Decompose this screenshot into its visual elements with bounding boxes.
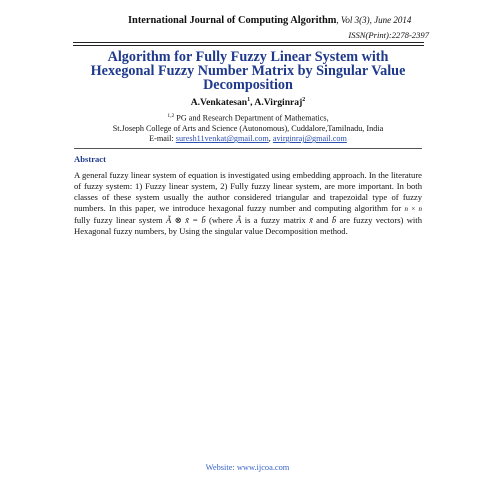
author-list — [60, 97, 436, 108]
math-system-equation: Ã ⊗ x̃ = b̃ — [166, 214, 206, 225]
abstract-text-6: are fuzzy vectors) with Hexagonal fuzzy numbers, by Using the singular value Decomposition method. — [74, 214, 422, 236]
issn: ISSN(Print):2278-2397 — [348, 30, 429, 40]
abstract-text-3: (where — [205, 214, 237, 225]
journal-issue: , Vol 3(3), June 2014 — [336, 15, 412, 25]
abstract-body — [74, 170, 422, 236]
author-2: A.Virginraj — [254, 97, 303, 109]
affiliation-department — [60, 111, 436, 124]
author-1: A.Venkatesan — [190, 97, 248, 109]
header-divider — [73, 42, 424, 43]
email-separator: , — [268, 134, 273, 144]
title-line-2: Hexegonal Fuzzy Number Matrix by Singular Value — [90, 63, 406, 79]
math-n-by-n: n × n — [404, 204, 422, 213]
journal-header — [128, 15, 428, 26]
math-vector-x: x̃ — [309, 214, 313, 225]
abstract-heading: Abstract — [74, 154, 106, 164]
journal-name: International Journal of Computing Algorithm — [128, 15, 337, 26]
math-matrix-a: Ã — [236, 214, 242, 225]
abstract-text-1: A general fuzzy linear system of equation is investigated using embedding approach. In the literature of fuzzy system: 1) Fuzzy linear system, 2) Fully fuzzy linear system, are more important. In both classes of these system usually the author considered triangular and trapezoidal type of fuzzy numbers. In this paper, we introduce hexagonal fuzzy number and computing algorithm for — [74, 170, 422, 213]
affiliation-college: St.Joseph College of Arts and Science (Autonomous), Cuddalore,Tamilnadu, India — [112, 123, 384, 133]
title-line-3: Decomposition — [203, 77, 293, 93]
author-separator: , — [250, 97, 255, 109]
email-link-2[interactable]: avirginraj@gmail.com — [272, 134, 347, 144]
email-link-1[interactable]: suresh11venkat@gmail.com — [175, 134, 269, 144]
paper-title — [60, 50, 436, 92]
department-text: PG and Research Department of Mathematics, — [174, 113, 329, 123]
abstract-text-2: fully fuzzy linear system — [74, 214, 167, 225]
author-1-affiliation-mark: 1 — [247, 97, 251, 103]
header-divider-thin — [73, 45, 424, 46]
email-label: E-mail: — [149, 134, 176, 144]
abstract-text-5: and — [312, 214, 332, 225]
title-line-1: Algorithm for Fully Fuzzy Linear System with — [107, 49, 389, 65]
math-vector-b: b̃ — [331, 214, 337, 225]
affiliation-block — [60, 111, 436, 144]
affiliation-emails — [60, 134, 436, 144]
abstract-text-4: is a fuzzy matrix — [241, 214, 310, 225]
footer-website[interactable]: Website: www.ijcoa.com — [205, 463, 290, 472]
author-2-affiliation-mark: 2 — [302, 97, 306, 103]
affiliation-mark: 1,2 — [167, 113, 175, 119]
abstract-divider — [74, 148, 422, 149]
